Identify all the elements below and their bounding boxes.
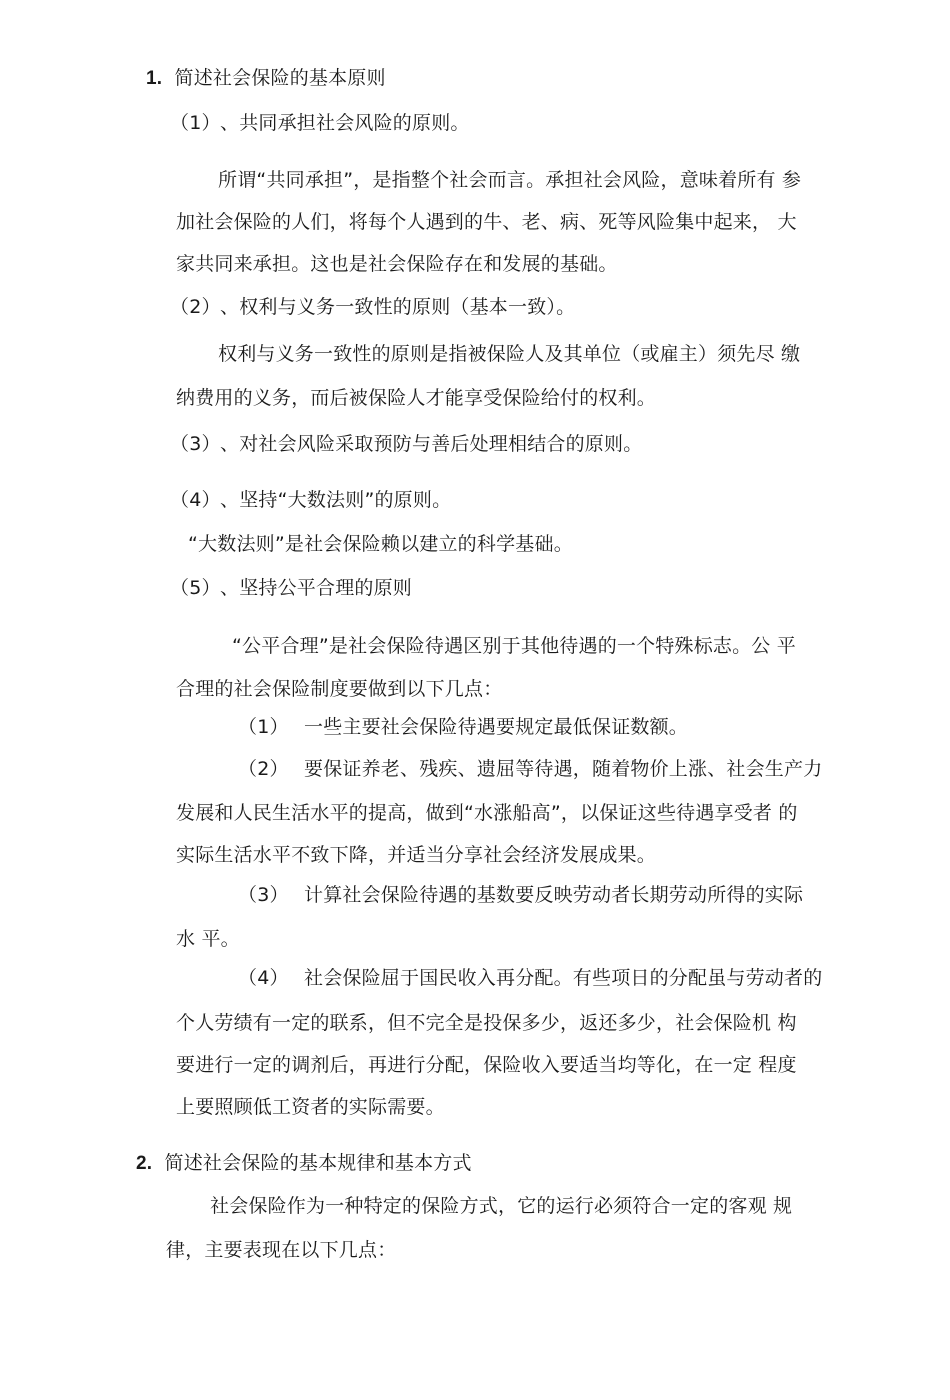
question-1-title: 简述社会保险的基本原则 xyxy=(174,67,386,89)
principle-2-line: 权利与义务一致性的原则是指被保险人及其单位（或雇主）须先尽 缴 xyxy=(218,343,801,365)
fairness-point-1-label: （1） xyxy=(238,716,289,738)
principle-4-heading xyxy=(170,488,451,512)
fairness-point-2-label: （2） xyxy=(238,758,289,780)
principle-4-line: “大数法则”是社会保险赖以建立的科学基础。 xyxy=(188,533,573,555)
fairness-point-4-label: （4） xyxy=(238,967,289,989)
principle-3-label: （3） xyxy=(170,433,221,455)
fairness-point-4 xyxy=(238,966,822,990)
principle-1-label: （1） xyxy=(170,112,221,134)
question-2-line: 律，主要表现在以下几点： xyxy=(166,1239,397,1261)
principle-4-title: 、坚持“大数法则”的原则。 xyxy=(220,489,452,511)
principle-2-line: 纳费用的义务，而后被保险人才能享受保险给付的权利。 xyxy=(176,387,657,409)
fairness-point-4-line: 要进行一定的调剂后，再进行分配，保险收入要适当均等化，在一定 程度 xyxy=(176,1054,797,1076)
principle-2-heading xyxy=(170,295,575,319)
fairness-point-2 xyxy=(238,757,822,781)
principle-1-line: 家共同来承担。这也是社会保险存在和发展的基础。 xyxy=(176,253,618,275)
fairness-point-2-line: 实际生活水平不致下降，并适当分享社会经济发展成果。 xyxy=(176,844,657,866)
question-2-line: 社会保险作为一种特定的保险方式，它的运行必须符合一定的客观 规 xyxy=(210,1195,793,1217)
principle-3-heading xyxy=(170,432,642,456)
principle-1-title: 、共同承担社会风险的原则。 xyxy=(220,112,470,134)
question-2-heading xyxy=(136,1151,472,1176)
fairness-point-4-line: 个人劳绩有一定的联系，但不完全是投保多少，返还多少，社会保险机 构 xyxy=(176,1012,797,1034)
principle-3-title: 、对社会风险采取预防与善后处理相结合的原则。 xyxy=(220,433,643,455)
fairness-point-4-line: 上要照顾低工资者的实际需要。 xyxy=(176,1096,445,1118)
question-1-heading xyxy=(146,66,386,91)
fairness-point-1-line: 一些主要社会保险待遇要规定最低保证数额。 xyxy=(304,716,689,738)
principle-4-label: （4） xyxy=(170,489,221,511)
question-2-title: 简述社会保险的基本规律和基本方式 xyxy=(164,1152,472,1174)
fairness-point-2-line: 要保证养老、残疾、遗屈等待遇，随着物价上涨、社会生产力 xyxy=(304,758,823,780)
principle-5-title: 、坚持公平合理的原则 xyxy=(220,577,413,599)
principle-5-line: 合理的社会保险制度要做到以下几点： xyxy=(176,678,503,700)
fairness-point-3 xyxy=(238,883,803,907)
fairness-point-3-line: 水 平。 xyxy=(176,928,240,950)
fairness-point-3-label: （3） xyxy=(238,884,289,906)
principle-1-heading xyxy=(170,111,470,135)
principle-1-line: 加社会保险的人们，将每个人遇到的牛、老、病、死等风险集中起来， 大 xyxy=(176,211,797,233)
principle-5-heading xyxy=(170,576,412,600)
question-2-number: 2. xyxy=(136,1153,153,1174)
principle-5-line: “公平合理”是社会保险待遇区别于其他待遇的一个特殊标志。公 平 xyxy=(232,635,796,657)
principle-1-line: 所谓“共同承担”，是指整个社会而言。承担社会风险，意味着所有 参 xyxy=(218,169,802,191)
fairness-point-4-line: 社会保险屈于国民收入再分配。有些项日的分配虽与劳动者的 xyxy=(304,967,823,989)
fairness-point-1 xyxy=(238,715,688,739)
question-1-number: 1. xyxy=(146,68,163,89)
fairness-point-3-line: 计算社会保险待遇的基数要反映劳动者长期劳动所得的实际 xyxy=(304,884,804,906)
principle-2-label: （2） xyxy=(170,296,221,318)
fairness-point-2-line: 发展和人民生活水平的提高，做到“水涨船高”，以保证这些待遇享受者 的 xyxy=(176,802,798,824)
principle-2-title: 、权利与义务一致性的原则（基本一致）。 xyxy=(220,296,576,318)
principle-5-label: （5） xyxy=(170,577,221,599)
